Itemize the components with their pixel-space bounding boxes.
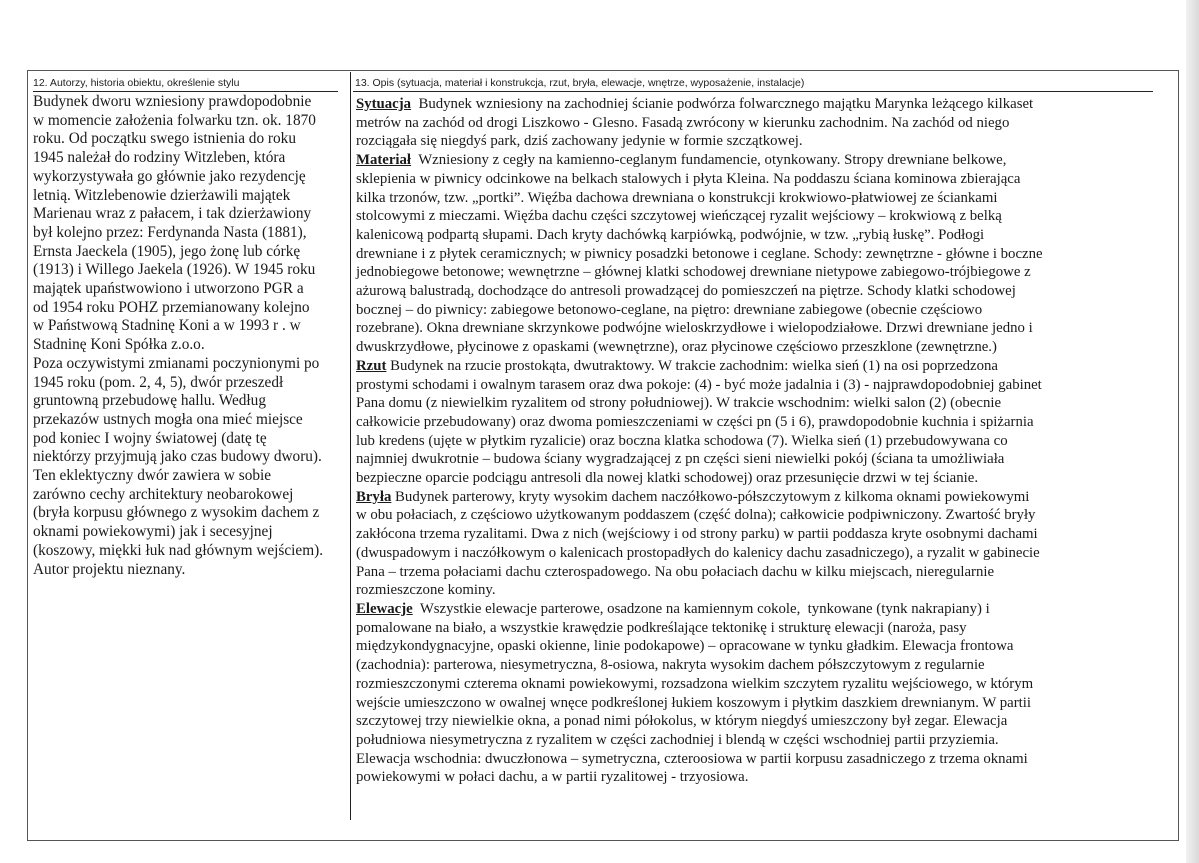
section-keyword: Sytuacja [356, 96, 412, 112]
section-line: (zachodnia): parterowa, niesymetryczna, 8-osiowa, nakryta wysokim dachem półszczytowym z regularnie [356, 657, 985, 674]
section-line: kilka trzonów, tzw. „portki”. Więźba dachowa drewniana o konstrukcji krokwiowo-płatwiowej ze ściankami [356, 189, 998, 206]
section-line: sklepienia w piwnicy odcinkowe na belkach stalowych i płyta Kleina. Na poddaszu ściana kominowa zbierająca [356, 170, 1021, 187]
section-text: Budynek na rzucie prostokąta, dwutraktowy. W trakcie zachodnim: wielka sień (1) na osi poprzedzona [386, 357, 998, 374]
section-line: (dwuspadowym i naczółkowym o kalenicach prostopadłych do kalenicy dachu zasadniczego), a ryzalit w gabinecie [356, 544, 1040, 561]
section-line: stolcowymi z mieczami. Więźba dachu części szczytowej wieńczącej ryzalit wejściowy – krokwiową z belką [356, 208, 1002, 225]
section-line: całkowicie przebudowany) oraz dwoma pomieszczeniami w części pn (5 i 6), prawdopodobnie kuchnia i spiżarnia [356, 413, 1034, 430]
section-bryła-first-line [356, 488, 1151, 507]
history-line: Ten eklektyczny dwór zawiera w sobie [33, 467, 272, 485]
section-line: rozmieszczone kominy. [356, 582, 496, 599]
section-keyword: Bryła [356, 488, 392, 505]
description-text [356, 95, 1151, 787]
section-text: Wszystkie elewacje parterowe, osadzone na kamiennym cokole, tynkowane (tynk nakrapiany) i [412, 600, 990, 617]
history-line: roku. Od początku swego istnienia do roku [33, 130, 296, 148]
history-line: w momencie założenia folwarku tzn. ok. 1870 [33, 111, 316, 129]
section-line: powiekowymi w połaci dachu, a w partii ryzalitowej - trzyosiowa. [356, 769, 749, 786]
section-text: Budynek parterowy, kryty wysokim dachem naczółkowo-półszczytowym z kilkoma oknami powiekowymi [391, 488, 1030, 505]
section-line: prostymi schodami i owalnym tarasem oraz dwa pokoje: (4) - być może jadalnia i (3) - najprawdopodobniej gabinet [356, 376, 1042, 393]
section-line: bezpieczne oparcie podciągu antresoli dla nowej klatki schodowej) oraz przesunięcie drzwi w tej ścianie. [356, 470, 979, 487]
history-line: niektórzy przyjmują jako czas budowy dworu). [33, 448, 322, 466]
column-divider [350, 72, 351, 820]
section-line: jednobiegowe betonowe; wewnętrzne – głównej klatki schodowej drewniane nietypowe zabiegowo-trójbiegowe z [356, 264, 1031, 281]
sheet-border-right [1178, 70, 1179, 840]
section-rzut-first-line [356, 357, 1151, 376]
history-line: od 1954 roku POHZ przemianowany kolejno [33, 298, 310, 316]
history-line: (koszowy, miękki łuk nad głównym wejściem). [33, 541, 324, 559]
history-line: zarówno cechy architektury neobarokowej [33, 485, 294, 503]
section-line: drewniane i z płytek ceramicznych; w piwnicy posadzki betonowe i ceglane. Schody: zewnętrzne - główne i boczne [356, 245, 1043, 262]
history-line: (bryła korpusu głównego z wysokim dachem z [33, 504, 320, 522]
history-line: pod koniec I wojny światowej (datę tę [33, 429, 267, 447]
section-text: Wzniesiony z cegły na kamienno-ceglanym fundamencie, otynkowany. Stropy drewniane belkowe, [411, 152, 1007, 169]
history-line: Ernsta Jaeckela (1905), jego żonę lub córkę [33, 242, 301, 260]
section-keyword: Materiał [356, 152, 412, 169]
section-line: wejście umieszczono w owalnej wnęce podkreślonej łukiem koszowym i płytkim daszkiem drewnianym. W partii [356, 694, 1032, 711]
section-line: rozciągała się niegdyś park, dziś zachowany jedynie w formie szczątkowej. [356, 133, 803, 150]
section-line: szczytowej trzy niewielkie okna, a ponad nimi półokolus, w którym niegdyś umieszczony był zegar. Elewacja [356, 713, 1008, 730]
history-line: 1945 roku (pom. 2, 4, 5), dwór przeszedł [33, 373, 284, 391]
section-line: międzykondygnacyjne, opaski okienne, linie podokapowe) – opracowane w tynku gładkim. Elewacja frontowa [356, 638, 1014, 655]
sheet-border-bottom [27, 840, 1179, 841]
history-line: przekazów ustnych mogła ona mieć miejsce [33, 410, 303, 428]
section-line: dwuskrzydłowe, płycinowe z opaskami (wewnętrzne), oraz płycinowe częściowo przeszklone (zewnętrzne.) [356, 339, 997, 356]
section-line: Pana domu (z niewielkim ryzalitem od strony południowej). W trakcie wschodnim: wielki salon (2) (obecnie [356, 395, 1002, 412]
section-line: zakłócona trzema ryzalitami. Dwa z nich (wejściowy i od strony parku) w partii poddasza kryte osobnymi dachami [356, 526, 1038, 543]
history-line: Poza oczywistymi zmianami poczynionymi po [33, 354, 320, 372]
history-line: gruntowną przebudowę hallu. Według [33, 392, 266, 410]
section-sytuacja-first-line [356, 95, 1151, 114]
section-line: ażurową balustradą, dochodzące do antresoli prowadzącej do pomieszczeń na piętrze. Schody klatki schodowej [356, 283, 1016, 300]
section-line: lub kredens (ujęte w płytkim ryzalicie) oraz boczna klatka schodowa (7). Wielka sień (1) przebudowywana co [356, 432, 1008, 449]
section-line: bocznej – do piwnicy: zabiegowe betonowo-ceglane, na piętro: drewniane zabiegowe (obecnie częściowo [356, 301, 983, 318]
section-keyword: Rzut [356, 357, 387, 374]
history-line: Stadninę Koni Spółka z.o.o. [33, 336, 205, 354]
history-line: Marienau wraz z pałacem, i tak dzierżawiony [33, 205, 312, 223]
sheet-border-left [27, 70, 28, 840]
section-line: metrów na zachód od drogi Liszkowo - Glesno. Fasadą zwrócony w kierunku zachodnim. Na zachód od niego [356, 114, 1010, 131]
history-line: w Państwową Stadninę Koni a w 1993 r . w [33, 317, 301, 335]
sheet-border-top [27, 70, 1179, 71]
section-line: w obu połaciach, z częściowo użytkowanym poddaszem (część dolna); całkowicie podpiwniczony. Zwartość bryły [356, 507, 1036, 524]
section-keyword: Elewacje [356, 600, 413, 617]
section-text: Budynek wzniesiony na zachodniej ścianie podwórza folwarcznego majątku Marynka leżącego kilkaset [411, 96, 1034, 112]
section-line: kalenicową podpartą słupami. Dach kryty dachówką karpiówką, podwójnie, w tzw. „rybią łuskę”. Podłogi [356, 226, 985, 243]
history-line: letnią. Witzlebenowie dzierżawili majątek [33, 186, 291, 204]
history-line: (1913) i Willego Jaekela (1926). W 1945 roku [33, 261, 316, 279]
section-line: rozmieszczonymi czterema oknami powiekowymi, rozsadzona wielkim szczytem ryzalitu wejściowego, w którym [356, 675, 1034, 692]
section-line: Elewacja wschodnia: dwuczłonowa – symetryczna, czteroosiowa w partii korpusu zasadniczego z trzema oknami [356, 750, 1028, 767]
history-line: Budynek dworu wzniesiony prawdopodobnie [33, 93, 312, 110]
section-line: Pana – trzema połaciami dachu czterospadowego. Na obu połaciach dachu w kilku miejscach, nieregularnie [356, 563, 995, 580]
section-line: rozebrane). Okna drewniane skrzynkowe podwójne wieloskrzydłowe i wielopodziałowe. Drzwi drewniane jedno i [356, 320, 1033, 337]
history-line: 1945 należał do rodziny Witzleben, która [33, 149, 286, 167]
section-elewacje-first-line [356, 600, 1151, 619]
scan-edge-shadow [1186, 0, 1199, 863]
history-line: wykorzystywała go głównie jako rezydencję [33, 167, 306, 185]
history-line: oknami powiekowymi) jak i secesyjnej [33, 523, 273, 541]
history-line: Autor projektu nieznany. [33, 560, 186, 578]
section-materiał-first-line [356, 151, 1151, 170]
section-line: najmniej dwukrotnie – budowa ściany wygradzającej z pn części sieni niewielki pokój (ściana ta umożliwiała [356, 451, 1005, 468]
history-line: był kolejno przez: Ferdynanda Nasta (1881), [33, 223, 307, 241]
section-line: pomalowane na biało, a wszystkie krawędzie podkreślające tektonikę i strukturę elewacji (naroża, pasy [356, 619, 967, 636]
history-line: majątek upaństwowiono i utworzono PGR a [33, 280, 304, 298]
field-13-heading-rule [353, 91, 1153, 92]
field-13-heading: 13. Opis (sytuacja, materiał i konstrukcja, rzut, bryła, elewacje, wnętrze, wyposażenie, instalacje) [355, 77, 805, 89]
history-text [33, 93, 343, 579]
field-12-heading: 12. Autorzy, historia obiektu, określenie stylu [33, 77, 240, 89]
section-line: południowa niesymetryczna z ryzalitem w części zachodniej i blendą w części wschodniej partii przyziemia. [356, 731, 999, 748]
field-12-heading-rule [33, 91, 338, 92]
